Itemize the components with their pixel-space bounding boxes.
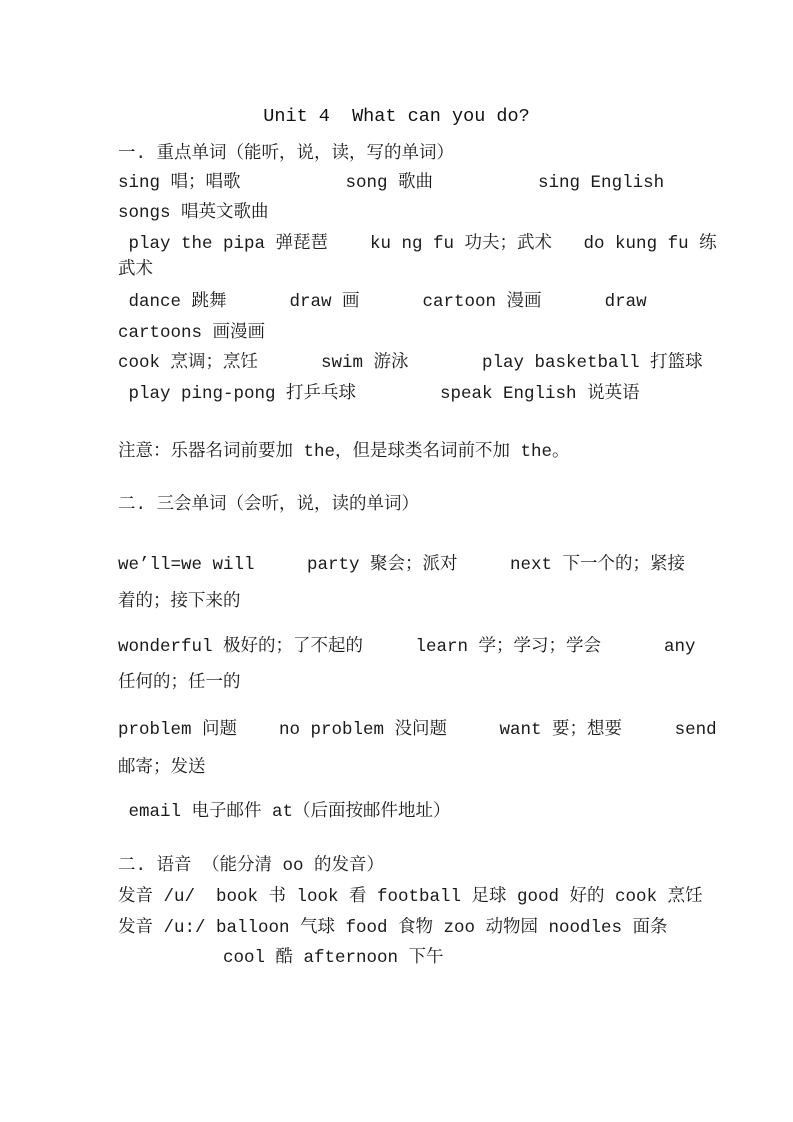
- grammar-note: 注意：乐器名词前要加 the，但是球类名词前不加 the。: [118, 442, 570, 462]
- vocab-line: songs 唱英文歌曲: [118, 203, 269, 223]
- vocab-line: problem 问题 no problem 没问题 want 要；想要 send: [118, 720, 717, 740]
- vocab-line: email 电子邮件 at（后面按邮件地址）: [118, 802, 451, 822]
- phonics-line: 发音 /u:/ balloon 气球 food 食物 zoo 动物园 noodles 面条: [118, 918, 668, 938]
- section3-heading: 二. 语音 （能分清 oo 的发音）: [118, 856, 385, 876]
- vocab-line: we’ll=we will party 聚会；派对 next 下一个的；紧接: [118, 555, 686, 575]
- vocab-line: dance 跳舞 draw 画 cartoon 漫画 draw: [118, 292, 647, 312]
- phonics-line: cool 酷 afternoon 下午: [118, 948, 444, 968]
- vocab-line: 邮寄；发送: [118, 758, 206, 778]
- document-title: Unit 4 What can you do?: [263, 106, 530, 127]
- section2-heading: 二. 三会单词（会听，说，读的单词）: [118, 495, 420, 515]
- vocab-line: 任何的；任一的: [118, 673, 241, 693]
- vocab-line: cook 烹调；烹饪 swim 游泳 play basketball 打篮球: [118, 353, 703, 373]
- vocab-line: play the pipa 弹琵琶 ku ng fu 功夫；武术 do kung fu 练: [118, 234, 717, 254]
- phonics-line: 发音 /u/ book 书 look 看 football 足球 good 好的 cook 烹饪: [118, 887, 703, 907]
- vocab-line: 武术: [118, 260, 153, 280]
- vocab-line: wonderful 极好的；了不起的 learn 学；学习；学会 any: [118, 637, 696, 657]
- vocab-line: sing 唱；唱歌 song 歌曲 sing English: [118, 173, 665, 193]
- section1-heading: 一. 重点单词（能听，说，读，写的单词）: [118, 144, 455, 164]
- vocab-line: 着的；接下来的: [118, 592, 241, 612]
- vocab-line: play ping-pong 打乒乓球 speak English 说英语: [118, 384, 640, 404]
- vocab-line: cartoons 画漫画: [118, 323, 266, 343]
